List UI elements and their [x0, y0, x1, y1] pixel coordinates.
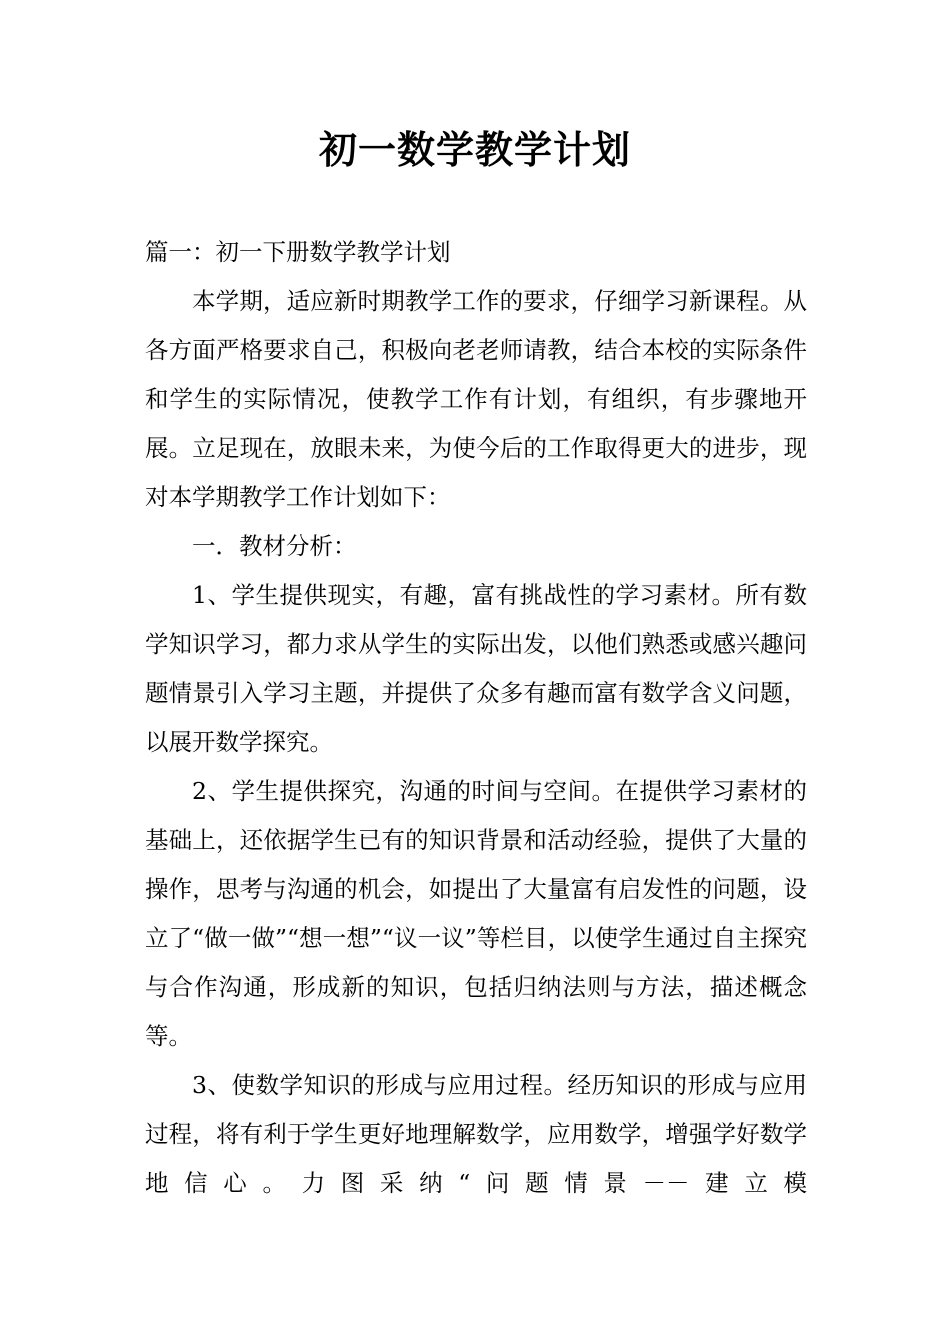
document-body: [145, 277, 807, 1208]
paragraph-textbook-analysis-heading: 一．教材分析：: [192, 532, 357, 560]
paragraph-point-1: 1、学生提供现实，有趣，富有挑战性的学习素材。所有数学知识学习，都力求从学生的实际出发，以他们熟悉或感兴趣问题情景引入学习主题，并提供了众多有趣而富有数学含义问题，以展开数学探究。: [145, 581, 807, 756]
section-heading: 篇一：初一下册数学教学计划: [145, 238, 451, 266]
document-title: 初一数学教学计划: [318, 128, 631, 172]
paragraph-intro: 本学期，适应新时期教学工作的要求，仔细学习新课程。从各方面严格要求自己，积极向老老师请教，结合本校的实际条件和学生的实际情况，使教学工作有计划，有组织，有步骤地开展。立足现在，放眼未来，为使今后的工作取得更大的进步，现对本学期教学工作计划如下：: [145, 287, 807, 511]
paragraph-point-2: 2、学生提供探究，沟通的时间与空间。在提供学习素材的基础上，还依据学生已有的知识背景和活动经验，提供了大量的操作，思考与沟通的机会，如提出了大量富有启发性的问题，设立了“做一做”“想一想”“议一议”等栏目，以使学生通过自主探究与合作沟通，形成新的知识，包括归纳法则与方法，描述概念等。: [145, 777, 807, 1050]
paragraph-point-3: 3、使数学知识的形成与应用过程。经历知识的形成与应用过程，将有利于学生更好地理解数学，应用数学，增强学好数学地信心。力图采纳“问题情景－－建立模: [145, 1071, 807, 1197]
